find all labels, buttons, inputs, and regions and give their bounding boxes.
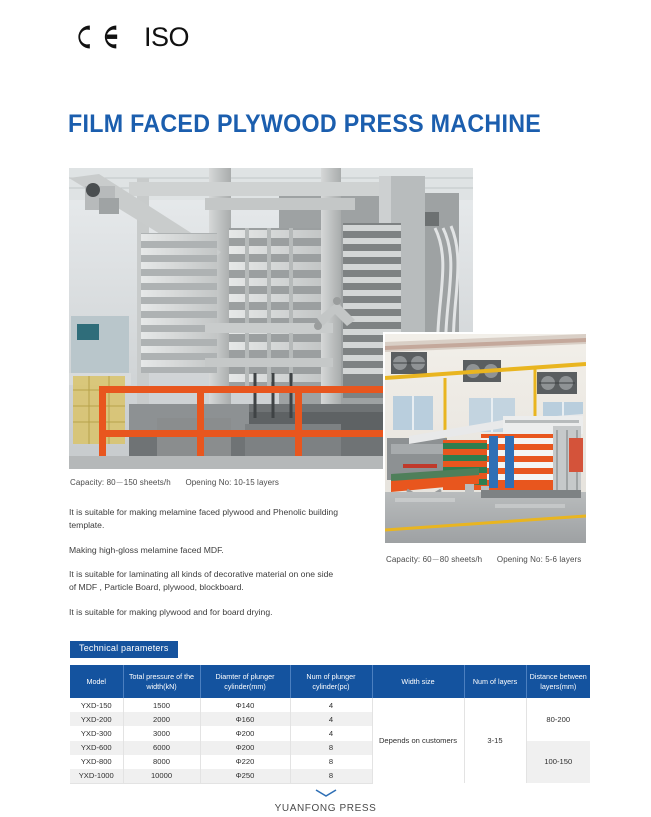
cell-pressure: 2000 [123, 712, 200, 726]
iso-mark-label: ISO [144, 21, 190, 52]
column-header-distance: Distance between layers(mm) [526, 665, 590, 698]
cell-model: YXD-300 [70, 726, 123, 740]
cell-model: YXD-200 [70, 712, 123, 726]
sub-caption-opening: Opening No: 5-6 layers [496, 555, 582, 564]
table-header-row [70, 665, 590, 698]
cell-pressure: 8000 [123, 755, 200, 769]
footer-brand: YUANFONG PRESS [274, 803, 377, 814]
cell-model: YXD-150 [70, 698, 123, 712]
cell-diameter: Φ200 [200, 726, 290, 740]
cell-model: YXD-800 [70, 755, 123, 769]
cell-num-cylinder: 8 [290, 769, 372, 783]
technical-parameters-heading: Technical parameters [70, 641, 178, 658]
column-header-num-layers: Num of layers [464, 665, 526, 698]
column-header-diameter: Diamter of plunger cylinder(mm) [200, 665, 290, 698]
description-paragraph-1: It is suitable for making melamine faced plywood and Phenolic building template. [69, 507, 338, 531]
cell-diameter: Φ200 [200, 741, 290, 755]
cell-model: YXD-1000 [70, 769, 123, 783]
sub-caption-capacity: Capacity: 60－80 sheets/h [386, 555, 483, 564]
cell-pressure: 10000 [123, 769, 200, 783]
ce-mark-icon [70, 22, 122, 52]
page-footer [0, 789, 651, 816]
certification-marks [70, 22, 189, 52]
cell-diameter: Φ250 [200, 769, 290, 783]
cell-distance-top: 80-200 [526, 698, 590, 741]
main-caption-opening: Opening No: 10-15 layers [185, 478, 280, 487]
cell-num-cylinder: 4 [290, 698, 372, 712]
table-row [70, 698, 590, 712]
main-photo-caption [70, 477, 279, 488]
cell-num-cylinder: 8 [290, 755, 372, 769]
yuanfong-logo-icon [315, 789, 337, 797]
column-header-num-cylinder: Num of plunger cylinder(pc) [290, 665, 372, 698]
main-caption-capacity: Capacity: 80－150 sheets/h [70, 478, 171, 487]
description-paragraph-4: It is suitable for making plywood and for board drying. [69, 606, 273, 617]
cell-diameter: Φ160 [200, 712, 290, 726]
secondary-photo-caption [386, 554, 581, 565]
page-title: FILM FACED PLYWOOD PRESS MACHINE [68, 110, 542, 138]
cell-diameter: Φ140 [200, 698, 290, 712]
cell-diameter: Φ220 [200, 755, 290, 769]
column-header-model: Model [70, 665, 123, 698]
column-header-width-size: Width size [372, 665, 464, 698]
cell-pressure: 6000 [123, 741, 200, 755]
cell-num-layers: 3-15 [464, 698, 526, 783]
description-text [69, 506, 338, 619]
cell-pressure: 3000 [123, 726, 200, 740]
cell-model: YXD-600 [70, 741, 123, 755]
cell-num-cylinder: 4 [290, 726, 372, 740]
cell-distance-bottom: 100-150 [526, 741, 590, 784]
specification-table [70, 665, 590, 784]
cell-num-cylinder: 4 [290, 712, 372, 726]
cell-num-cylinder: 8 [290, 741, 372, 755]
column-header-total-pressure: Total pressure of the width(kN) [123, 665, 200, 698]
secondary-product-photo [383, 332, 588, 545]
cell-pressure: 1500 [123, 698, 200, 712]
description-paragraph-3: It is suitable for laminating all kinds of decorative material on one side of MDF , Particle Board, plywood, blockboard. [69, 568, 334, 593]
cell-width-size: Depends on customers [372, 698, 464, 783]
description-paragraph-2: Making high-gloss melamine faced MDF. [69, 544, 224, 555]
